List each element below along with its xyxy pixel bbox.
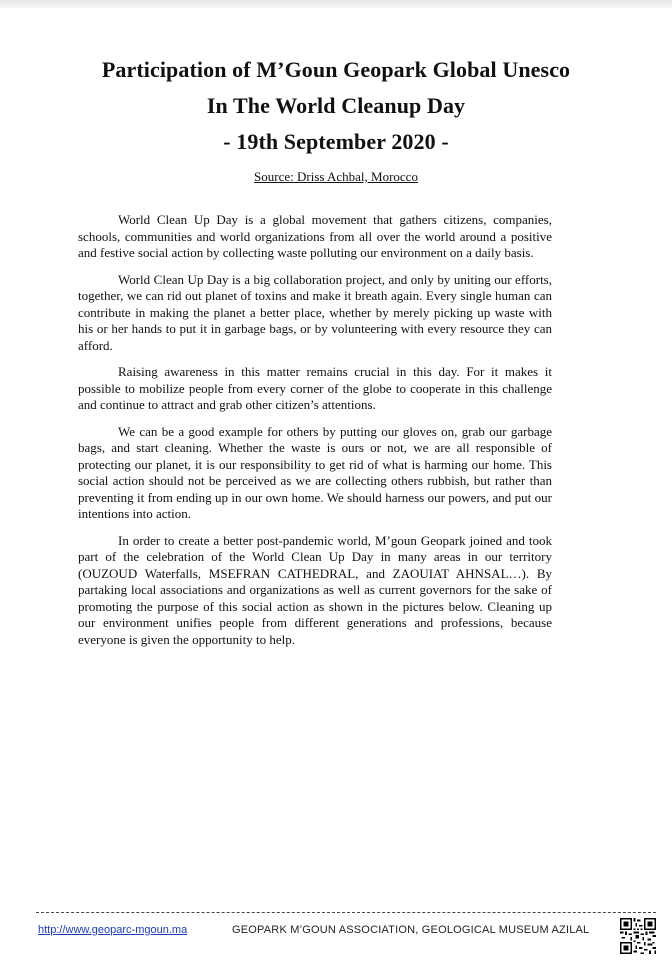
- title-line-3: - 19th September 2020 -: [223, 129, 449, 154]
- source-credit: Source: Driss Achbal, Morocco: [254, 169, 418, 184]
- title-line-1: Participation of M’Goun Geopark Global Unesco: [101, 57, 571, 82]
- paragraph-1: World Clean Up Day is a global movement that gathers citizens, companies, schools, communities and world organizations from all over the world around a positive and festive social action by collecting waste polluting our environment on a daily basis.: [78, 212, 552, 260]
- article-body: [78, 212, 552, 658]
- title-line-2: In The World Cleanup Day: [206, 93, 466, 118]
- paragraph-3: Raising awareness in this matter remains crucial in this day. For it makes it possible to mobilize people from every corner of the globe to cooperate in this challenge and continue to attract and grab other citizen’s attentions.: [78, 364, 552, 412]
- paragraph-5: In order to create a better post-pandemic world, M’goun Geopark joined and took part of the celebration of the World Clean Up Day in many areas in our territory (OUZOUD Waterfalls, MSEFRAN CATHEDRAL, and ZAOUIAT AHNSAL…). By partaking local associations and organizations as well as current governors for the sake of promoting the purpose of this social action as shown in the pictures below. Cleaning up our environment unifies people from different generations and professions, because everyone is given the opportunity to help.: [78, 532, 552, 647]
- paragraph-4: We can be a good example for others by putting our gloves on, grab our garbage bags, and start cleaning. Whether the waste is ours or not, we are all responsible of protecting our planet, it is our responsibility to get rid of what is harming our home. This social action should not be perceived as we are collecting others rubbish, but rather than preventing it from ending up in our own home. We should harness our powers, and put our intentions into action.: [78, 423, 552, 521]
- title-block: [0, 52, 672, 187]
- top-band: [0, 0, 672, 8]
- paragraph-2: World Clean Up Day is a big collaboration project, and only by uniting our efforts, together, we can rid out planet of toxins and make it breath again. Every single human can contribute in making the planet a better place, whether by merely picking up waste with his or her hands to put it in garbage bags, or by volunteering with every resource they can afford.: [78, 271, 552, 353]
- footer-organization: GEOPARK M’GOUN ASSOCIATION, GEOLOGICAL MUSEUM AZILAL: [232, 924, 590, 936]
- website-link[interactable]: http://www.geoparc-mgoun.ma: [38, 924, 188, 936]
- qr-code-icon: [620, 918, 656, 954]
- footer-divider: [36, 912, 656, 913]
